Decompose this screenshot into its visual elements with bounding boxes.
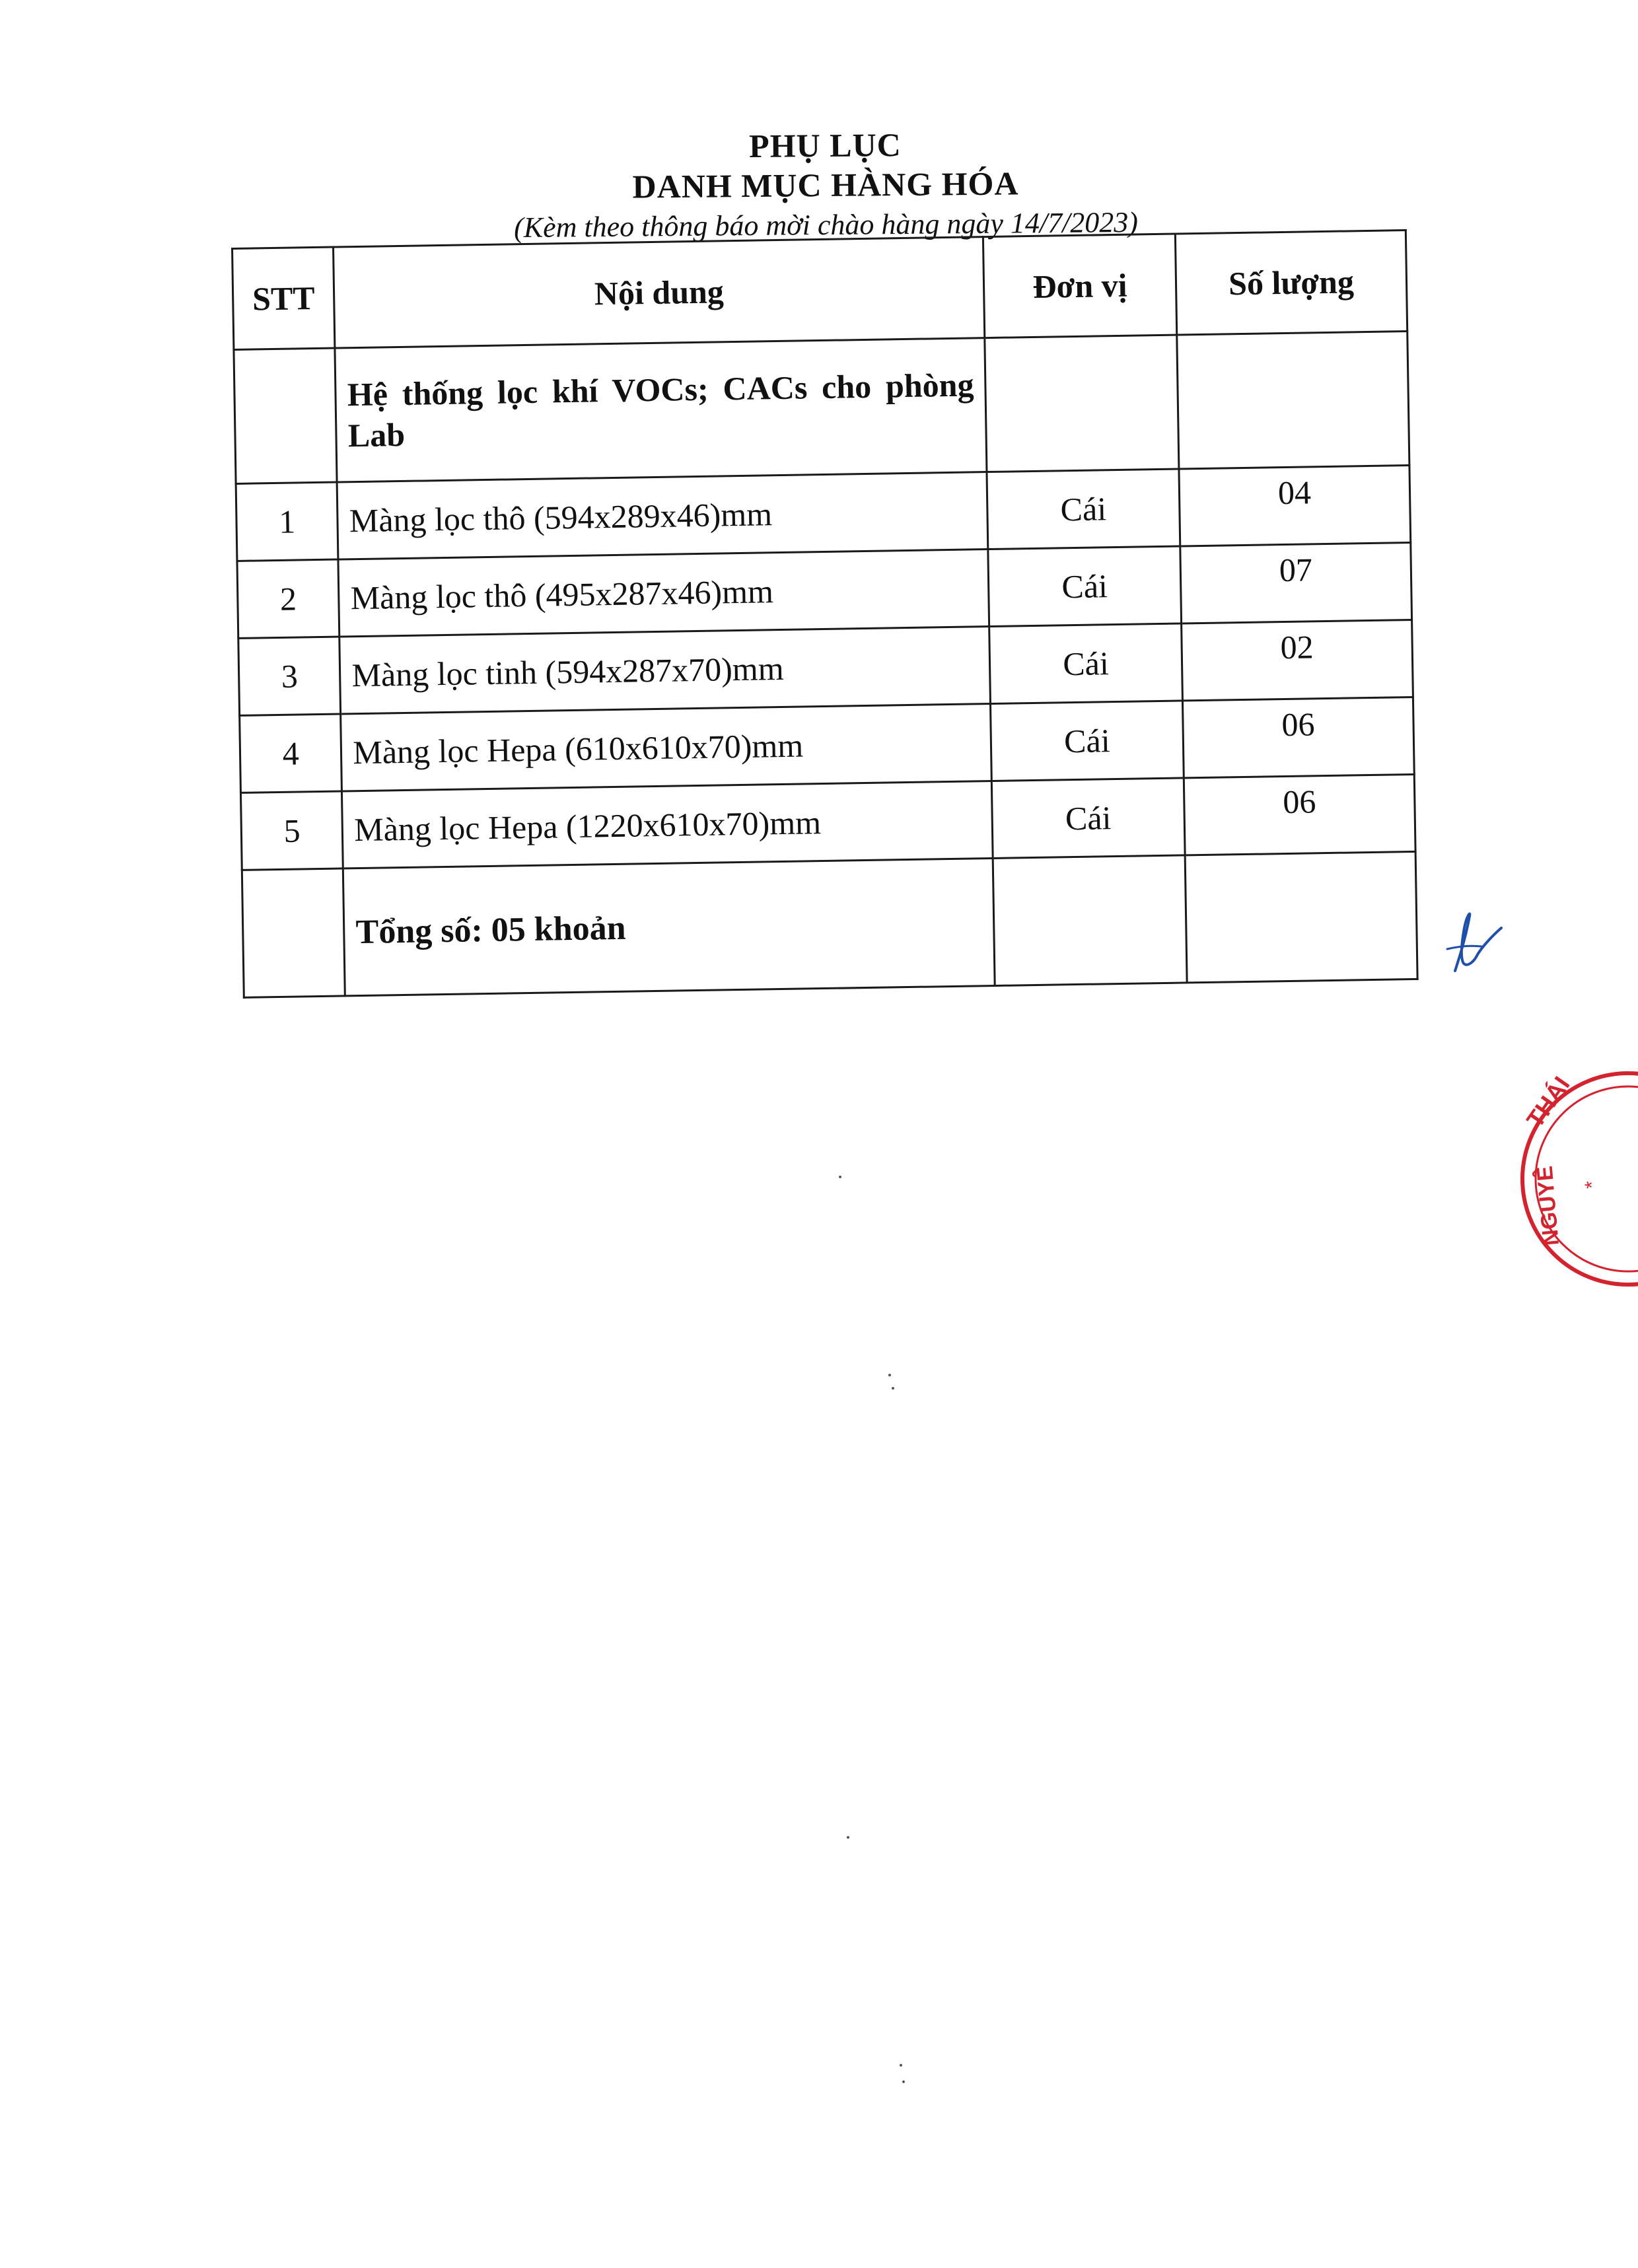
group-title: Hệ thống lọc khí VOCs; CACs cho phòng Lab xyxy=(335,338,987,482)
row-content: Màng lọc thô (495x287x46)mm xyxy=(338,549,989,637)
row-quantity: 06 xyxy=(1182,697,1414,777)
row-unit: Cái xyxy=(991,701,1184,781)
table-header-row xyxy=(232,230,1407,350)
row-content: Màng lọc Hepa (610x610x70)mm xyxy=(341,704,991,791)
row-quantity: 02 xyxy=(1182,620,1413,700)
document-subtitle: (Kèm theo thông báo mời chào hàng ngày 14/7/2023) xyxy=(513,205,1139,244)
total-label: Tổng số: 05 khoản xyxy=(343,859,995,996)
svg-text:*: * xyxy=(1581,1181,1603,1189)
row-unit: Cái xyxy=(987,469,1180,549)
signature-mark xyxy=(1443,908,1503,974)
svg-text:NGUYÊ: NGUYÊ xyxy=(1532,1164,1564,1247)
header-unit: Đơn vị xyxy=(983,234,1176,338)
group-unit-cell xyxy=(985,335,1179,472)
seal-stamp xyxy=(1519,1053,1638,1304)
row-content: Màng lọc tinh (594x287x70)mm xyxy=(339,627,990,714)
table-group-row xyxy=(234,332,1409,484)
row-quantity: 06 xyxy=(1184,774,1415,855)
appendix-title: PHỤ LỤC xyxy=(748,125,902,165)
row-content: Màng lọc thô (594x289x46)mm xyxy=(337,472,987,559)
scan-speck xyxy=(847,1836,849,1839)
row-stt: 1 xyxy=(236,482,338,561)
row-unit: Cái xyxy=(988,546,1182,627)
row-unit: Cái xyxy=(989,623,1183,704)
group-quantity-cell xyxy=(1177,332,1409,469)
svg-text:THÁI: THÁI xyxy=(1520,1071,1575,1133)
scan-speck xyxy=(888,1374,891,1376)
goods-list-title: DANH MỤC HÀNG HÓA xyxy=(632,164,1019,205)
row-stt: 2 xyxy=(237,559,339,638)
row-quantity: 07 xyxy=(1180,543,1412,623)
scan-speck xyxy=(839,1176,841,1178)
total-unit-cell xyxy=(993,855,1187,986)
total-quantity-cell xyxy=(1185,851,1417,982)
group-stt-cell xyxy=(234,348,338,483)
row-stt: 3 xyxy=(238,637,341,715)
header-quantity: Số lượng xyxy=(1175,230,1407,335)
goods-table xyxy=(231,229,1419,999)
row-content: Màng lọc Hepa (1220x610x70)mm xyxy=(342,781,993,868)
scan-speck xyxy=(900,2064,902,2067)
document-heading xyxy=(462,122,1190,249)
total-stt-cell xyxy=(242,868,345,997)
row-unit: Cái xyxy=(991,778,1185,859)
header-content: Nội dung xyxy=(334,237,985,348)
scan-speck xyxy=(902,2080,905,2083)
row-stt: 4 xyxy=(240,714,342,793)
header-stt: STT xyxy=(232,247,336,349)
scan-speck xyxy=(892,1387,894,1390)
row-quantity: 04 xyxy=(1179,466,1411,546)
goods-table-container xyxy=(231,229,1419,999)
row-stt: 5 xyxy=(240,791,343,870)
table-total-row xyxy=(242,851,1417,997)
